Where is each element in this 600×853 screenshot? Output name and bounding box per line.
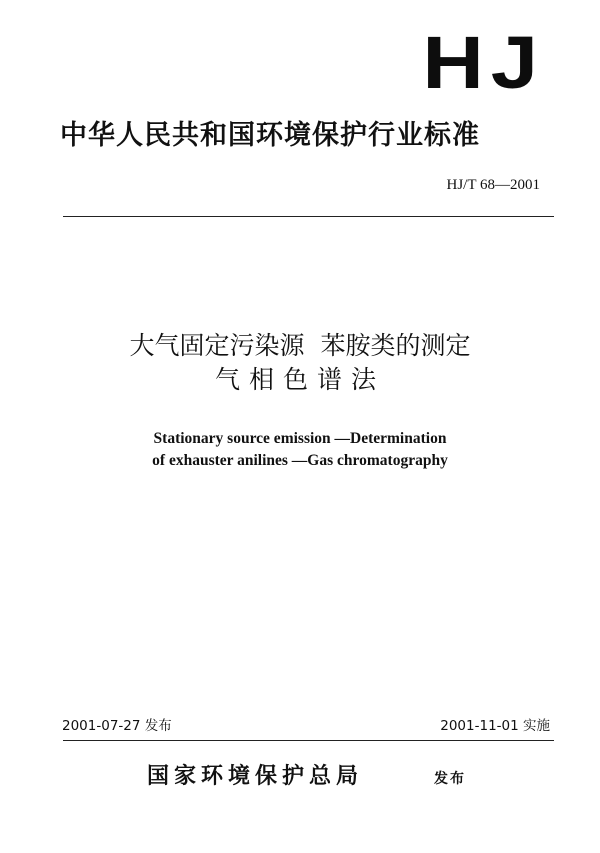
title-english-line-1: Stationary source emission —Determination <box>153 430 447 447</box>
standard-code: HJ/T 68—2001 <box>446 177 540 193</box>
bottom-divider <box>63 740 554 741</box>
publisher-name: 国家环境保护总局 <box>147 764 364 789</box>
implementation-date: 2001-11-01 实施 <box>440 718 550 734</box>
issue-date: 2001-07-27 发布 <box>62 718 172 734</box>
publish-label: 发布 <box>434 771 466 787</box>
title-chinese-line-1: 大气固定污染源 苯胺类的测定 <box>129 331 471 360</box>
title-chinese-line-2: 气相色谱法 <box>214 365 385 394</box>
top-divider <box>63 216 554 217</box>
standard-category-title: 中华人民共和国环境保护行业标准 <box>60 120 480 151</box>
title-english-line-2: of exhauster anilines —Gas chromatography <box>152 452 448 469</box>
hj-logo: HJ <box>422 21 545 104</box>
